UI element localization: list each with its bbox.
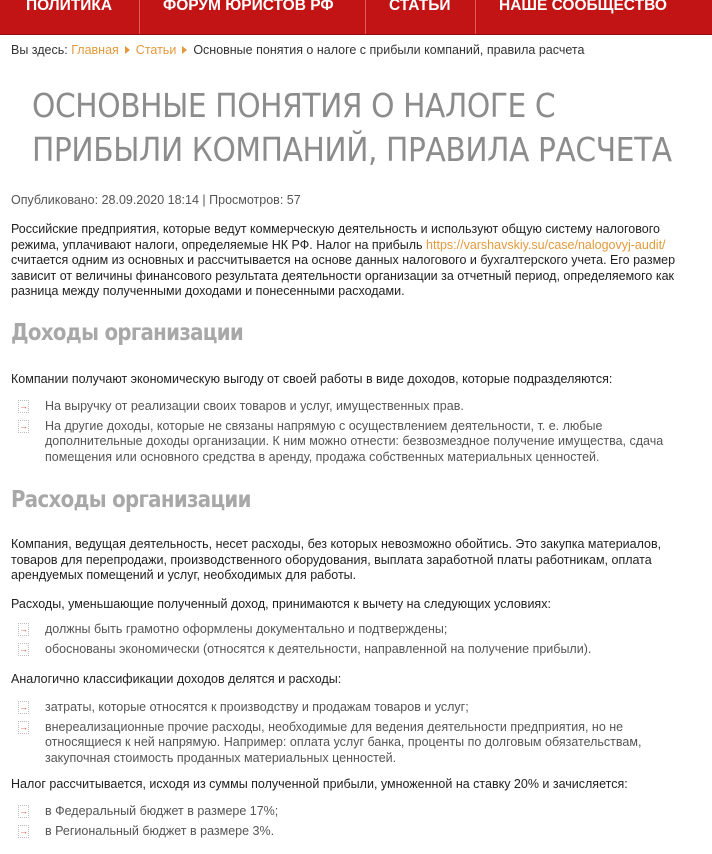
nav-item-articles[interactable] (389, 0, 450, 34)
arrow-right-icon: → (19, 825, 28, 836)
list-item-text: в Федеральный бюджет в размере 17%; (45, 804, 279, 818)
list-item (18, 642, 688, 658)
list-item (18, 720, 688, 767)
intro-text: считается одним из основных и рассчитывается на основе данных налогового и бухгалтерского учета. Его размер зависит от величины финансового результата деятельности организации за отчетный период, определяемого как разница между полученными доходами и понесенными расходами. (11, 253, 676, 298)
income-lead: Компании получают экономическую выгоду от своей работы в виде доходов, которые подразделяются: (11, 372, 613, 386)
nav-label: ФОРУМ ЮРИСТОВ РФ (163, 0, 334, 14)
arrow-right-icon: → (19, 643, 28, 654)
list-item-text: затраты, которые относятся к производству и продажам товаров и услуг; (45, 700, 469, 714)
list-item-text: внереализационные прочие расходы, необходимые для ведения деятельности предприятия, но не относящиеся к ней напрямую. Например: оплата услуг банка, проценты по долговым обязательствам, закупочная стоимость проданных материальных ценностей. (45, 719, 642, 765)
list-item (18, 824, 688, 840)
breadcrumb-link-articles[interactable]: Статьи (135, 43, 177, 57)
audit-link[interactable]: https://varshavskiy.su/case/nalogovyj-audit/ (426, 237, 666, 252)
list-item (18, 700, 688, 716)
expenses-paragraph: Компания, ведущая деятельность, несет расходы, без которых невозможно обойтись. Это закупка материалов, товаров для перепродажи, производственного оборудования, выплата заработной платы работникам, оплата арендуемых помещений и услуг, необходимых для работы. (11, 537, 662, 582)
arrow-right-icon: → (19, 806, 28, 816)
published-label: Опубликовано: (11, 193, 99, 207)
views-label: Просмотров: (209, 193, 284, 207)
list-item-text: На выручку от реализации своих товаров и услуг, имущественных прав. (45, 399, 464, 413)
list-item-text: в Региональный бюджет в размере 3%. (45, 823, 275, 838)
nav-divider (475, 0, 476, 34)
budget-list (18, 804, 688, 843)
nav-item-politics[interactable] (26, 0, 112, 34)
conditions-list (18, 622, 688, 661)
list-item-text: обоснованы экономически (относятся к деятельности, направленной на получение прибыли). (45, 641, 592, 656)
page-title: ОСНОВНЫЕ ПОНЯТИЯ О НАЛОГЕ С ПРИБЫЛИ КОМПАНИЙ, ПРАВИЛА РАСЧЕТА (32, 86, 672, 169)
nav-item-community[interactable] (499, 0, 667, 34)
views-count: 57 (286, 193, 301, 207)
arrow-right-icon: → (19, 721, 28, 732)
breadcrumb-arrow-icon (125, 46, 130, 54)
breadcrumb-current: Основные понятия о налоге с прибыли компаний, правила расчета (193, 43, 585, 57)
tax-calculation-lead: Налог рассчитывается, исходя из суммы полученной прибыли, умноженной на ставку 20% и зачисляется: (11, 777, 628, 791)
list-item (18, 419, 688, 466)
nav-label: НАШЕ СООБЩЕСТВО (499, 0, 667, 14)
breadcrumb (11, 43, 584, 57)
list-item-text: На другие доходы, которые не связаны напрямую с осуществлением деятельности, т. е. любые дополнительные доходы организации. К ним можно отнести: безвозмездное получение имущества, сдача помещения или основного средства в аренду, продажа собственных материальных ценностей. (45, 418, 664, 464)
top-navigation (0, 0, 712, 35)
classification-list (18, 700, 688, 770)
article-meta (11, 193, 301, 207)
list-item (18, 804, 688, 820)
intro-text: Российские предприятия, которые ведут коммерческую деятельность и используют общую систему налогового режима, уплачивают налоги, определяемые НК РФ. Налог на прибыль (11, 222, 660, 252)
intro-paragraph (11, 222, 703, 300)
deduction-conditions-lead: Расходы, уменьшающие полученный доход, принимаются к вычету на следующих условиях: (11, 597, 551, 611)
meta-separator: | (202, 193, 206, 207)
nav-item-forum[interactable] (163, 0, 334, 34)
nav-label: ПОЛИТИКА (26, 0, 113, 14)
arrow-right-icon: → (19, 702, 28, 712)
list-item (18, 622, 688, 638)
arrow-right-icon: → (19, 624, 28, 634)
section-heading-income: Доходы организации (11, 320, 244, 346)
list-item (18, 399, 688, 415)
breadcrumb-prefix: Вы здесь: (11, 43, 68, 57)
arrow-right-icon: → (19, 420, 28, 431)
income-list (18, 399, 688, 469)
breadcrumb-link-home[interactable]: Главная (71, 43, 119, 57)
nav-divider (365, 0, 366, 34)
arrow-right-icon: → (19, 401, 28, 411)
list-item-text: должны быть грамотно оформлены документально и подтверждены; (45, 622, 448, 636)
published-date: 28.09.2020 18:14 (101, 193, 199, 207)
section-heading-expenses: Расходы организации (11, 487, 251, 513)
breadcrumb-arrow-icon (182, 46, 187, 54)
nav-divider (139, 0, 140, 34)
classification-lead: Аналогично классификации доходов делятся и расходы: (11, 672, 342, 686)
nav-label: СТАТЬИ (389, 0, 451, 14)
